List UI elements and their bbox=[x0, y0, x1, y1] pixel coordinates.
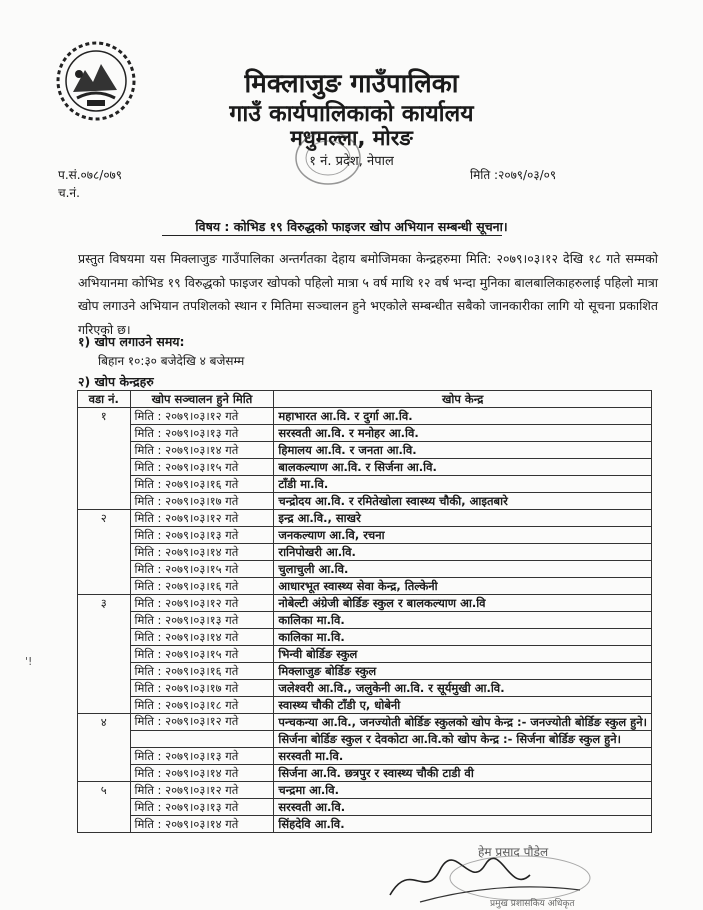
notice-body: प्रस्तुत विषयमा यस मिक्लाजुङ गाउँपालिका अन्तर्गतका देहाय बमोजिमका केन्द्रहरुमा मिति: २०७९।०३।१२ देखि १८ गते सम्मको अभियानमा कोभिड १९ विरुद्धको फाइजर खोपको पहिलो मात्रा ५ वर्ष माथि १२ वर्ष भन्दा मुनिका बालबालिकाहरुलाई पहिलो मात्रा खोप लगाउने अभियान तपशिलको स्थान र मितिमा सञ्चालन हुने भएकोले सम्बन्धीत सबैको जानकारीका लागि यो सूचना प्रकाशित गरिएको छ। bbox=[78, 251, 658, 337]
ward-cell: १ bbox=[78, 408, 131, 425]
subject-underline bbox=[162, 235, 502, 236]
signature-stamp bbox=[380, 840, 610, 910]
center-cell: कालिका मा.वि. bbox=[274, 612, 652, 629]
table-row bbox=[78, 544, 652, 561]
notice-subject: विषय : कोभिड १९ विरुद्धको फाइजर खोप अभियान सम्बन्धी सूचना। bbox=[195, 219, 508, 234]
ward-cell bbox=[78, 629, 131, 646]
center-cell: भिन्वी बोर्डिङ स्कुल bbox=[274, 646, 652, 663]
table-row bbox=[78, 629, 652, 646]
center-cell: चन्द्रोदय आ.वि. र रमितेखोला स्वास्थ्य चौकी, आइतबारे bbox=[274, 493, 652, 510]
ward-cell: २ bbox=[78, 510, 131, 527]
table-row bbox=[78, 425, 652, 442]
table-row bbox=[78, 561, 652, 578]
table-row bbox=[78, 680, 652, 697]
center-cell: कालिका मा.वि. bbox=[274, 629, 652, 646]
reference-number: प.सं.०७८/०७९ bbox=[58, 168, 123, 182]
date-cell: मिति : २०७९।०३।१६ गते bbox=[130, 476, 274, 493]
table-row bbox=[78, 697, 652, 714]
date-cell: मिति : २०७९।०३।१५ गते bbox=[130, 459, 274, 476]
center-cell: इन्द्र आ.वि., साखरे bbox=[274, 510, 652, 527]
vaccination-schedule-table bbox=[77, 390, 652, 833]
ward-cell bbox=[78, 799, 131, 816]
date-cell: मिति : २०७९।०३।१५ गते bbox=[130, 561, 274, 578]
table-row bbox=[78, 476, 652, 493]
center-cell: सरस्वती आ.वि. bbox=[274, 799, 652, 816]
ward-cell bbox=[78, 765, 131, 782]
table-row bbox=[78, 510, 652, 527]
date-cell: मिति : २०७९।०३।१२ गते bbox=[130, 510, 274, 527]
table-row bbox=[78, 578, 652, 595]
ward-cell bbox=[78, 476, 131, 493]
center-cell: बालकल्याण आ.वि. र सिर्जना आ.वि. bbox=[274, 459, 652, 476]
ward-cell bbox=[78, 442, 131, 459]
table-row bbox=[78, 459, 652, 476]
center-cell: जनकल्याण आ.वि, रचना bbox=[274, 527, 652, 544]
ward-cell bbox=[78, 578, 131, 595]
date-cell: मिति : २०७९।०३।१४ गते bbox=[130, 765, 274, 782]
ward-cell bbox=[78, 527, 131, 544]
date-cell: मिति : २०७९।०३।१२ गते bbox=[130, 408, 274, 425]
date-cell: मिति : २०७९।०३।१३ गते bbox=[130, 527, 274, 544]
date-cell: मिति : २०७९।०३।१७ गते bbox=[130, 493, 274, 510]
center-cell: पन्चकन्या आ.वि., जनज्योती बोर्डिङ स्कुलको खोप केन्द्र :- जनज्योती बोर्डिङ स्कुल हुने। bbox=[274, 714, 652, 731]
ward-cell bbox=[78, 731, 131, 748]
ward-cell bbox=[78, 544, 131, 561]
ward-cell: ३ bbox=[78, 595, 131, 612]
date-cell: मिति : २०७९।०३।१३ गते bbox=[130, 425, 274, 442]
date-cell: मिति : २०७९।०३।१८ गते bbox=[130, 697, 274, 714]
center-cell: आधारभूत स्वास्थ्य सेवा केन्द्र, तिल्केनी bbox=[274, 578, 652, 595]
center-cell: सरस्वती आ.वि. र मनोहर आ.वि. bbox=[274, 425, 652, 442]
center-cell: टाँडी मा.वि. bbox=[274, 476, 652, 493]
table-row bbox=[78, 714, 652, 731]
center-cell: महाभारत आ.वि. र दुर्गा आ.वि. bbox=[274, 408, 652, 425]
ward-cell: ५ bbox=[78, 782, 131, 799]
date-cell: मिति : २०७९।०३।१२ गते bbox=[130, 595, 274, 612]
table-row bbox=[78, 442, 652, 459]
center-cell: सिर्जना बोर्डिङ स्कुल र देवकोटा आ.वि.को खोप केन्द्र :- सिर्जना बोर्डिङ स्कुल हुने। bbox=[274, 731, 652, 748]
date-cell: मिति : २०७९।०३।१३ गते bbox=[130, 748, 274, 765]
table-row bbox=[78, 527, 652, 544]
date-cell: मिति : २०७९।०३।१७ गते bbox=[130, 680, 274, 697]
table-row bbox=[78, 816, 652, 833]
date-cell: मिति : २०७९।०३।१६ गते bbox=[130, 663, 274, 680]
date-cell: मिति : २०७९।०३।१२ गते bbox=[130, 714, 274, 731]
date-cell: मिति : २०७९।०३।१३ गते bbox=[130, 799, 274, 816]
date-cell: मिति : २०७९।०३।१४ गते bbox=[130, 544, 274, 561]
center-cell: सिर्जना आ.वि. छत्रपुर र स्वास्थ्य चौकी टाडी वी bbox=[274, 765, 652, 782]
ward-cell bbox=[78, 748, 131, 765]
center-cell: स्वास्थ्य चौकी टाँडी ए, धोबेनी bbox=[274, 697, 652, 714]
header-date: खोप सञ्चालन हुने मिति bbox=[130, 391, 274, 408]
office-stamp-seal bbox=[292, 128, 364, 188]
center-cell: जलेश्वरी आ.वि., जलुकेनी आ.वि. र सूर्यमुखी आ.वि. bbox=[274, 680, 652, 697]
center-cell: नोबेल्टी अंग्रेजी बोर्डिङ स्कुल र बालकल्याण आ.वि bbox=[274, 595, 652, 612]
date-cell: मिति : २०७९।०३।१४ गते bbox=[130, 816, 274, 833]
header-center: खोप केन्द्र bbox=[274, 391, 652, 408]
table-row bbox=[78, 799, 652, 816]
table-row bbox=[78, 646, 652, 663]
margin-mark: '! bbox=[25, 655, 33, 668]
date-cell: मिति : २०७९।०३।१३ गते bbox=[130, 612, 274, 629]
ward-cell bbox=[78, 697, 131, 714]
center-cell: सरस्वती मा.वि. bbox=[274, 748, 652, 765]
office-location: मधुमल्ला, मोरङ bbox=[290, 126, 413, 150]
date-cell bbox=[130, 731, 274, 748]
table-row bbox=[78, 748, 652, 765]
table-row bbox=[78, 595, 652, 612]
org-name: मिक्लाजुङ गाउँपालिका bbox=[244, 69, 459, 99]
table-row bbox=[78, 612, 652, 629]
office-name: गाउँ कार्यपालिकाको कार्यालय bbox=[229, 101, 474, 127]
ward-cell bbox=[78, 425, 131, 442]
section-time-value: बिहान १०:३० बजेदेखि ४ बजेसम्म bbox=[98, 354, 245, 368]
ward-cell bbox=[78, 663, 131, 680]
ward-cell bbox=[78, 561, 131, 578]
ward-cell bbox=[78, 493, 131, 510]
date-cell: मिति : २०७९।०३।१५ गते bbox=[130, 646, 274, 663]
ward-cell bbox=[78, 680, 131, 697]
section-time-title: १) खोप लगाउने समय: bbox=[78, 334, 185, 349]
ward-cell bbox=[78, 612, 131, 629]
center-cell: हिमालय आ.वि. र जनता आ.वि. bbox=[274, 442, 652, 459]
table-row bbox=[78, 782, 652, 799]
signatory-title: प्रमुख प्रशासकिय अधिकृत bbox=[490, 899, 575, 909]
header-ward: वडा नं. bbox=[78, 391, 131, 408]
center-cell: सिंहदेवि आ.वि. bbox=[274, 816, 652, 833]
date-cell: मिति : २०७९।०३।१२ गते bbox=[130, 782, 274, 799]
signatory-name: हेम प्रसाद पौडेल bbox=[478, 845, 549, 859]
province-line: १ नं. प्रदेश, नेपाल bbox=[309, 154, 394, 169]
ward-cell: ४ bbox=[78, 714, 131, 731]
section-centers-title: २) खोप केन्द्रहरु bbox=[78, 374, 154, 389]
center-cell: रानिपोखरी आ.वि. bbox=[274, 544, 652, 561]
ward-cell bbox=[78, 646, 131, 663]
date-cell: मिति : २०७९।०३।१४ गते bbox=[130, 629, 274, 646]
table-row bbox=[78, 663, 652, 680]
table-row bbox=[78, 765, 652, 782]
center-cell: चुलाचुली आ.वि. bbox=[274, 561, 652, 578]
ward-cell bbox=[78, 459, 131, 476]
notice-date: मिति :२०७९/०३/०९ bbox=[470, 168, 557, 182]
date-cell: मिति : २०७९।०३।१६ गते bbox=[130, 578, 274, 595]
ward-cell bbox=[78, 816, 131, 833]
table-row bbox=[78, 731, 652, 748]
table-header-row bbox=[78, 391, 652, 408]
center-cell: मिक्लाजुङ बोर्डिङ स्कुल bbox=[274, 663, 652, 680]
center-cell: चन्द्रमा आ.वि. bbox=[274, 782, 652, 799]
table-row bbox=[78, 408, 652, 425]
table-row bbox=[78, 493, 652, 510]
date-cell: मिति : २०७९।०३।१४ गते bbox=[130, 442, 274, 459]
dispatch-number: च.नं. bbox=[58, 186, 80, 200]
